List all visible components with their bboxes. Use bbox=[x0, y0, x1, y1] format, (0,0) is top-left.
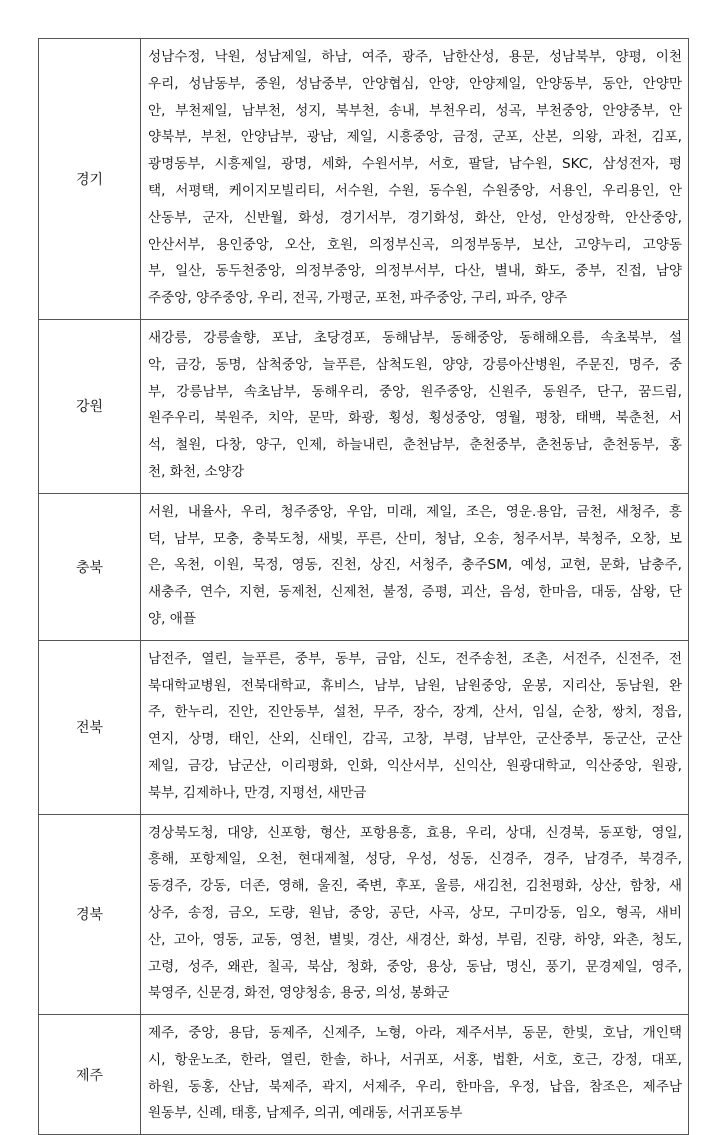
branch-list-line: 흥해, 포항제일, 오천, 현대제철, 성당, 우성, 성동, 신경주, 경주, 남경주, 북경주, bbox=[148, 851, 682, 868]
branch-list-line: 석, 철원, 다창, 양구, 인제, 하늘내린, 춘천남부, 춘천중부, 춘천동남, 춘천동부, 홍 bbox=[148, 437, 682, 454]
region-name-cell: 경북 bbox=[39, 814, 141, 1015]
branch-list-line: 덕, 남부, 모충, 충북도청, 새빛, 푸른, 산미, 청남, 오송, 청주서부, 북청주, 오창, 보 bbox=[148, 530, 682, 547]
region-name-cell: 전북 bbox=[39, 640, 141, 814]
branch-list-line: 상주, 송정, 금오, 도량, 원남, 중앙, 공단, 사곡, 상모, 구미강동, 임오, 형곡, 새비 bbox=[148, 904, 682, 921]
branch-list-line: 연지, 상명, 태인, 산외, 신태인, 감곡, 고창, 부령, 남부안, 군산중부, 동군산, 군산 bbox=[148, 731, 682, 748]
branch-list-line: 안, 부천제일, 남부천, 성지, 북부천, 송내, 부천우리, 성곡, 부천중앙, 안양중부, 안 bbox=[148, 102, 682, 119]
branch-list-line: 주중앙, 양주중앙, 우리, 전곡, 가평군, 포천, 파주중앙, 구리, 파주, 양주 bbox=[148, 290, 568, 307]
branch-list-line: 악, 금강, 동명, 삼척중앙, 늘푸른, 삼척도원, 양양, 강릉아산병원, 주문진, 명주, 중 bbox=[148, 356, 682, 373]
branch-list-cell bbox=[141, 319, 689, 493]
branch-list-cell bbox=[141, 39, 689, 320]
region-name-cell: 제주 bbox=[39, 1015, 141, 1135]
branch-list-line: 제일, 금강, 남군산, 이리평화, 인화, 익산서부, 신익산, 원광대학교, 익산중앙, 원광, bbox=[148, 757, 682, 774]
branch-list-cell bbox=[141, 640, 689, 814]
branch-list-line: 양, 애플 bbox=[148, 610, 197, 627]
branch-list-line: 서원, 내율사, 우리, 청주중앙, 우암, 미래, 제일, 조은, 영운.용암, 금천, 새청주, 흥 bbox=[148, 503, 682, 520]
branch-list-line: 안산서부, 용인중앙, 오산, 호원, 의정부신곡, 의정부동부, 보산, 고양누리, 고양동 bbox=[148, 236, 682, 253]
branch-list-line: 새충주, 연수, 지현, 동제천, 신제천, 불정, 증평, 괴산, 음성, 한마음, 대동, 삼왕, 단 bbox=[148, 584, 682, 601]
region-name-cell: 강원 bbox=[39, 319, 141, 493]
branch-list-line: 동경주, 강동, 더존, 영해, 울진, 죽변, 후포, 울릉, 새김천, 김천평화, 상산, 함창, 새 bbox=[148, 878, 682, 895]
table-row bbox=[39, 39, 689, 320]
branch-list-line: 산동부, 군자, 신반월, 화성, 경기서부, 경기화성, 화산, 안성, 안성장학, 안산중앙, bbox=[148, 209, 682, 226]
branch-list-line: 북대학교병원, 전북대학교, 휴비스, 남부, 남원, 남원중앙, 운봉, 지리산, 동남원, 완 bbox=[148, 677, 682, 694]
branch-list-line: 천, 화천, 소양강 bbox=[148, 463, 245, 480]
branch-list-line: 원동부, 신례, 태흥, 남제주, 의귀, 예래동, 서귀포동부 bbox=[148, 1105, 463, 1122]
table-row bbox=[39, 1015, 689, 1135]
branch-list-line: 주, 한누리, 진안, 진안동부, 설천, 무주, 장수, 장계, 산서, 임실, 순창, 쌍치, 정읍, bbox=[148, 704, 682, 721]
branch-list-line: 하원, 동홍, 산남, 북제주, 곽지, 서제주, 우리, 한마음, 우정, 납읍, 참조은, 제주남 bbox=[148, 1078, 682, 1095]
region-branch-table bbox=[38, 38, 689, 1135]
branch-list-cell bbox=[141, 493, 689, 640]
branch-list-line: 부, 일산, 동두천중앙, 의정부중앙, 의정부서부, 다산, 별내, 화도, 중부, 진접, 남양 bbox=[148, 263, 682, 280]
region-name-cell: 경기 bbox=[39, 39, 141, 320]
branch-list-line: 양북부, 부천, 안양남부, 광남, 제일, 시흥중앙, 금정, 군포, 산본, 의왕, 과천, 김포, bbox=[148, 129, 682, 146]
branch-list-line: 부, 강릉남부, 속초남부, 동해우리, 중앙, 원주중앙, 신원주, 동원주, 단구, 꿈드림, bbox=[148, 383, 682, 400]
branch-list-line: 북부, 김제하나, 만경, 지평선, 새만금 bbox=[148, 784, 367, 801]
branch-list-line: 북영주, 신문경, 화전, 영양청송, 용궁, 의성, 봉화군 bbox=[148, 985, 450, 1002]
branch-list-line: 원주우리, 북원주, 치악, 문막, 화광, 횡성, 횡성중앙, 영월, 평창, 태백, 북춘천, 서 bbox=[148, 410, 682, 427]
table-row bbox=[39, 814, 689, 1015]
branch-list-line: 광명동부, 시흥제일, 광명, 세화, 수원서부, 서호, 팔달, 남수원, SKC, 삼성전자, 평 bbox=[148, 156, 682, 173]
branch-list-line: 새강릉, 강릉솔향, 포남, 초당경포, 동해남부, 동해중앙, 동해해오름, 속초북부, 설 bbox=[148, 329, 682, 346]
branch-list-cell bbox=[141, 1015, 689, 1135]
branch-list-line: 시, 항운노조, 한라, 열린, 한솔, 하나, 서귀포, 서홍, 법환, 서호, 호근, 강정, 대포, bbox=[148, 1051, 682, 1068]
table-row bbox=[39, 640, 689, 814]
table-row bbox=[39, 493, 689, 640]
branch-list-line: 고령, 성주, 왜관, 칠곡, 북삼, 청화, 중앙, 용상, 동남, 명신, 풍기, 문경제일, 영주, bbox=[148, 958, 682, 975]
branch-list-line: 성남수정, 낙원, 성남제일, 하남, 여주, 광주, 남한산성, 용문, 성남북부, 양평, 이천 bbox=[148, 49, 682, 65]
branch-list-line: 은, 옥천, 이원, 묵정, 영동, 진천, 상진, 서청주, 충주SM, 예성, 교현, 문화, 남충주, bbox=[148, 557, 682, 574]
branch-list-line: 산, 고아, 영동, 교동, 영천, 별빛, 경산, 새경산, 화성, 부림, 진량, 하양, 와촌, 청도, bbox=[148, 931, 682, 948]
table-row bbox=[39, 319, 689, 493]
branch-list-line: 제주, 중앙, 용담, 동제주, 신제주, 노형, 아라, 제주서부, 동문, 한빛, 호남, 개인택 bbox=[148, 1025, 682, 1042]
branch-list-line: 우리, 성남동부, 중원, 성남중부, 안양협심, 안양, 안양제일, 안양동부, 동안, 안양만 bbox=[148, 75, 682, 92]
branch-list-line: 남전주, 열린, 늘푸른, 중부, 동부, 금암, 신도, 전주송천, 조촌, 서전주, 신전주, 전 bbox=[148, 650, 682, 667]
branch-list-line: 택, 서평택, 케이지모빌리티, 서수원, 수원, 동수원, 수원중앙, 서용인, 우리용인, 안 bbox=[148, 182, 682, 199]
branch-list-cell bbox=[141, 814, 689, 1015]
branch-list-line: 경상북도청, 대양, 신포항, 형산, 포항용흥, 효용, 우리, 상대, 신경북, 동포항, 영일, bbox=[148, 824, 682, 841]
region-name-cell: 충북 bbox=[39, 493, 141, 640]
